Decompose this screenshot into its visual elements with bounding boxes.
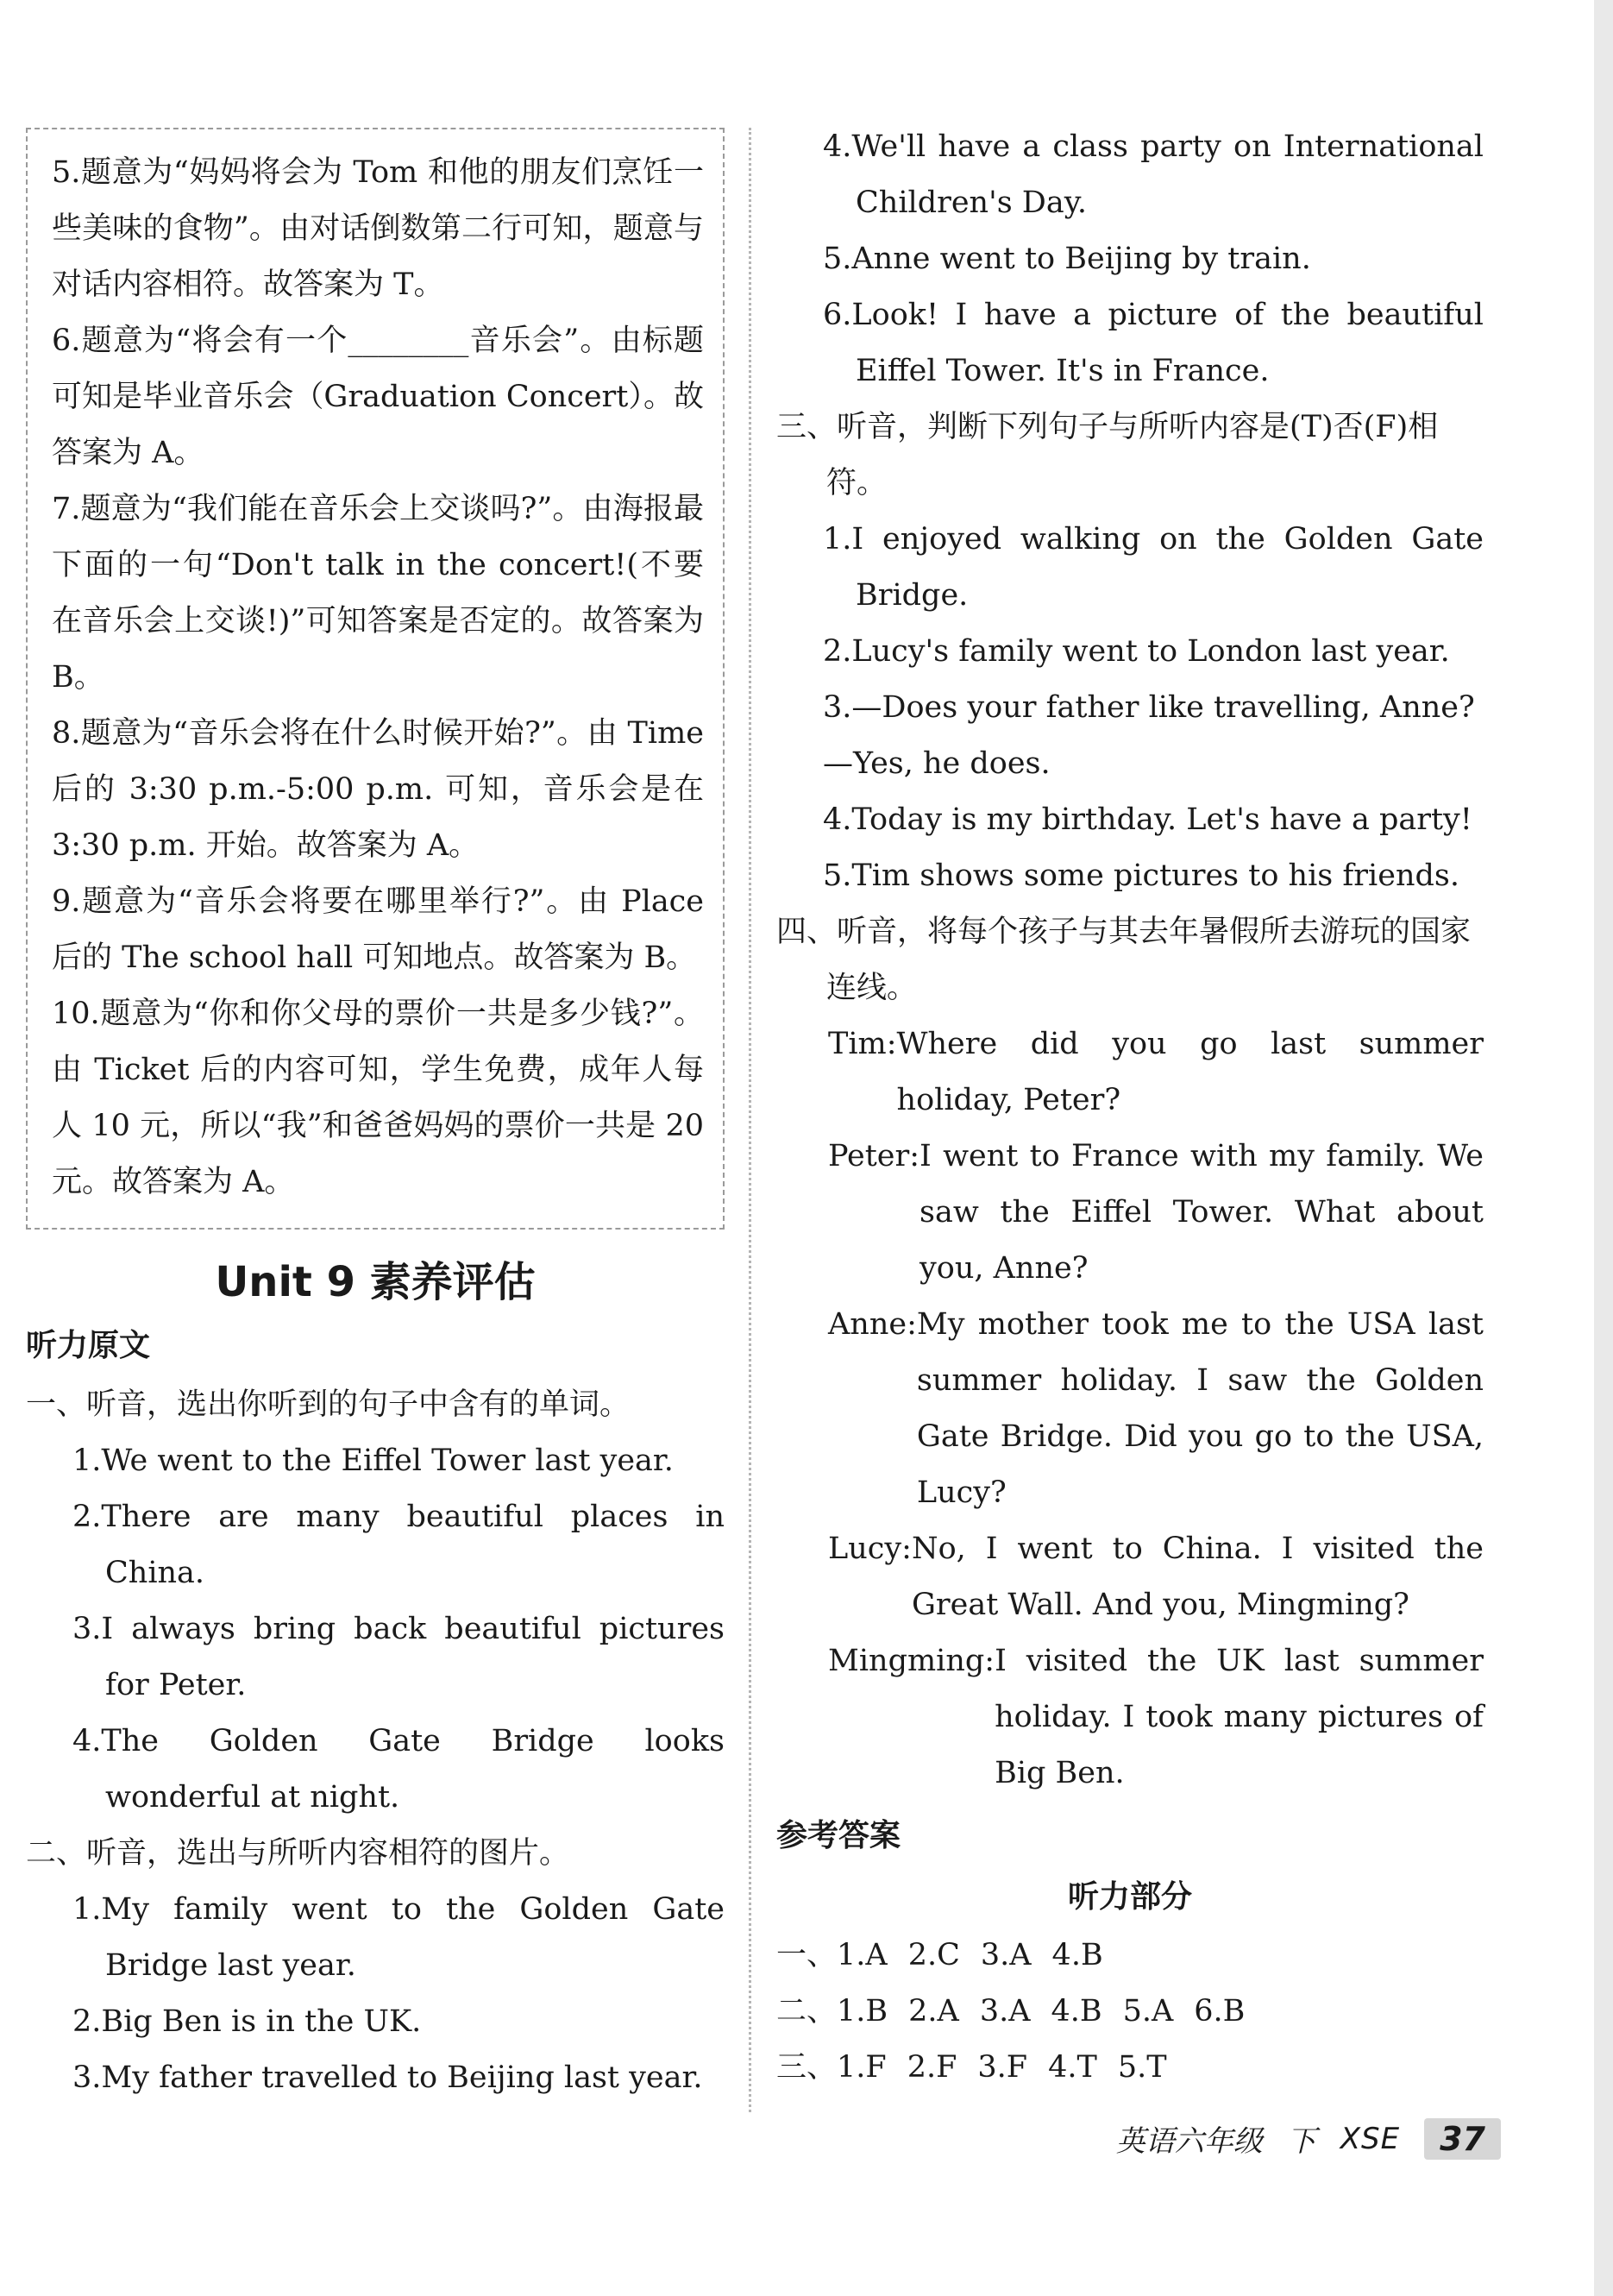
section1-item: 2.There are many beautiful places in China. bbox=[72, 1500, 725, 1590]
listening-title: 听力原文 bbox=[26, 1328, 151, 1363]
answer-item: 2.F bbox=[907, 2050, 957, 2085]
left-column bbox=[26, 128, 725, 2106]
explanation-5: 5.题意为“妈妈将会为 Tom 和他的朋友们烹饪一些美味的食物”。由对话倒数第二行可知，题意与对话内容相符。故答案为 T。 bbox=[52, 155, 704, 302]
explanation-10: 10.题意为“你和你父母的票价一共是多少钱?”。由 Ticket 后的内容可知，学生免费，成年人每人 10 元，所以“我”和爸爸妈妈的票价一共是 20 元。故答案为 A。 bbox=[52, 997, 704, 1199]
section1-item: 1.We went to the Eiffel Tower last year. bbox=[72, 1444, 674, 1478]
section2-item: 1.My family went to the Golden Gate Bridge last year. bbox=[72, 1892, 725, 1983]
page-edge-strip bbox=[1594, 0, 1613, 2296]
answer-item: 1.F bbox=[837, 2050, 887, 2085]
answer-item: 5.A bbox=[1122, 1994, 1174, 2029]
speaker: Mingming: bbox=[828, 1644, 995, 1678]
section3-item: 2.Lucy's family went to London last year. bbox=[823, 634, 1450, 669]
explanation-7: 7.题意为“我们能在音乐会上交谈吗?”。由海报最下面的一句“Don't talk in the concert!(不要在音乐会上交谈!)”可知答案是否定的。故答案为 B。 bbox=[52, 492, 704, 695]
explanation-9: 9.题意为“音乐会将要在哪里举行?”。由 Place 后的 The school hall 可知地点。故答案为 B。 bbox=[52, 884, 704, 975]
answer-item: 3.A bbox=[980, 1938, 1032, 1972]
answer-item: 4.B bbox=[1051, 1994, 1102, 2029]
speaker: Tim: bbox=[828, 1027, 897, 1061]
speaker: Anne: bbox=[828, 1307, 917, 1342]
unit-title: Unit 9 素养评估 bbox=[215, 1258, 536, 1306]
section3-item: 5.Tim shows some pictures to his friends. bbox=[823, 859, 1459, 893]
answers-subtitle: 听力部分 bbox=[1067, 1879, 1192, 1915]
column-divider bbox=[749, 128, 751, 2112]
explanation-8: 8.题意为“音乐会将在什么时候开始?”。由 Time 后的 3:30 p.m.-5:00 p.m. 可知，音乐会是在 3:30 p.m. 开始。故答案为 A。 bbox=[52, 716, 704, 863]
answer-row-label: 三、 bbox=[776, 2050, 838, 2085]
footer-code: XSE bbox=[1340, 2121, 1401, 2156]
dialogue-line bbox=[776, 1016, 1484, 1129]
speaker: Lucy: bbox=[828, 1532, 912, 1566]
dialogue-text: I visited the UK last summer holiday. I took many pictures of Big Ben. bbox=[995, 1644, 1484, 1790]
section3-item: 3.—Does your father like travelling, Anne? bbox=[823, 690, 1475, 725]
section1-item: 4.The Golden Gate Bridge looks wonderful at night. bbox=[72, 1724, 725, 1815]
answers-title: 参考答案 bbox=[776, 1818, 901, 1853]
section2-item: 3.My father travelled to Beijing last year. bbox=[72, 2060, 703, 2095]
footer-subject: 英语六年级 bbox=[1115, 2124, 1263, 2159]
section2-heading: 二、听音，选出与所听内容相符的图片。 bbox=[26, 1836, 570, 1871]
answer-item: 3.F bbox=[977, 2050, 1028, 2085]
dialogue-text: No, I went to China. I visited the Great Wall. And you, Mingming? bbox=[911, 1532, 1484, 1622]
dialogue-line bbox=[776, 1297, 1484, 1521]
section3-item: 4.Today is my birthday. Let's have a party! bbox=[823, 802, 1472, 837]
answer-item: 2.C bbox=[907, 1938, 960, 1972]
answer-item: 2.A bbox=[908, 1994, 959, 2029]
answer-item: 1.A bbox=[837, 1938, 888, 1972]
dialogue-line bbox=[776, 1633, 1484, 1802]
section2-item: 5.Anne went to Beijing by train. bbox=[823, 242, 1311, 276]
answer-row bbox=[776, 1984, 1484, 2040]
page-footer bbox=[1116, 2117, 1501, 2160]
answer-row-label: 一、 bbox=[776, 1938, 838, 1972]
explanation-box bbox=[26, 128, 725, 1230]
dialogue-text: My mother took me to the USA last summer holiday. I saw the Golden Gate Bridge. Did you go to the USA, Lucy? bbox=[916, 1307, 1484, 1510]
section3-item: 1.I enjoyed walking on the Golden Gate Bridge. bbox=[823, 522, 1484, 613]
dialogue-line bbox=[776, 1129, 1484, 1297]
page-number: 37 bbox=[1424, 2118, 1501, 2160]
answer-item: 6.B bbox=[1194, 1994, 1246, 2029]
section1-item: 3.I always bring back beautiful pictures for Peter. bbox=[72, 1612, 725, 1702]
answer-row bbox=[776, 2040, 1484, 2096]
answer-row-label: 二、 bbox=[776, 1994, 838, 2029]
footer-volume: 下 bbox=[1286, 2124, 1316, 2159]
answer-item: 4.T bbox=[1048, 2050, 1097, 2085]
section2-item: 2.Big Ben is in the UK. bbox=[72, 2004, 422, 2039]
speaker: Peter: bbox=[828, 1139, 919, 1173]
dialogue-text: I went to France with my family. We saw the Eiffel Tower. What about you, Anne? bbox=[919, 1139, 1484, 1286]
answer-row bbox=[776, 1928, 1484, 1984]
section2-item: 6.Look! I have a picture of the beautiful Eiffel Tower. It's in France. bbox=[823, 298, 1484, 388]
section1-heading: 一、听音，选出你听到的句子中含有的单词。 bbox=[26, 1387, 631, 1422]
answer-item: 5.T bbox=[1117, 2050, 1167, 2085]
dialogue-line bbox=[776, 1521, 1484, 1633]
section3-heading: 三、听音，判断下列句子与所听内容是(T)否(F)相符。 bbox=[776, 410, 1439, 500]
dialogue-text: Where did you go last summer holiday, Peter? bbox=[896, 1027, 1484, 1117]
section4-heading: 四、听音，将每个孩子与其去年暑假所去游玩的国家连线。 bbox=[776, 915, 1472, 1005]
explanation-6: 6.题意为“将会有一个________音乐会”。由标题可知是毕业音乐会（Graduation Concert）。故答案为 A。 bbox=[52, 324, 704, 470]
right-column bbox=[776, 119, 1484, 2096]
answer-item: 3.A bbox=[979, 1994, 1031, 2029]
section3-item: —Yes, he does. bbox=[823, 746, 1051, 781]
section2-item: 4.We'll have a class party on International Children's Day. bbox=[823, 129, 1484, 220]
answer-item: 4.B bbox=[1051, 1938, 1103, 1972]
answer-item: 1.B bbox=[837, 1994, 888, 2029]
